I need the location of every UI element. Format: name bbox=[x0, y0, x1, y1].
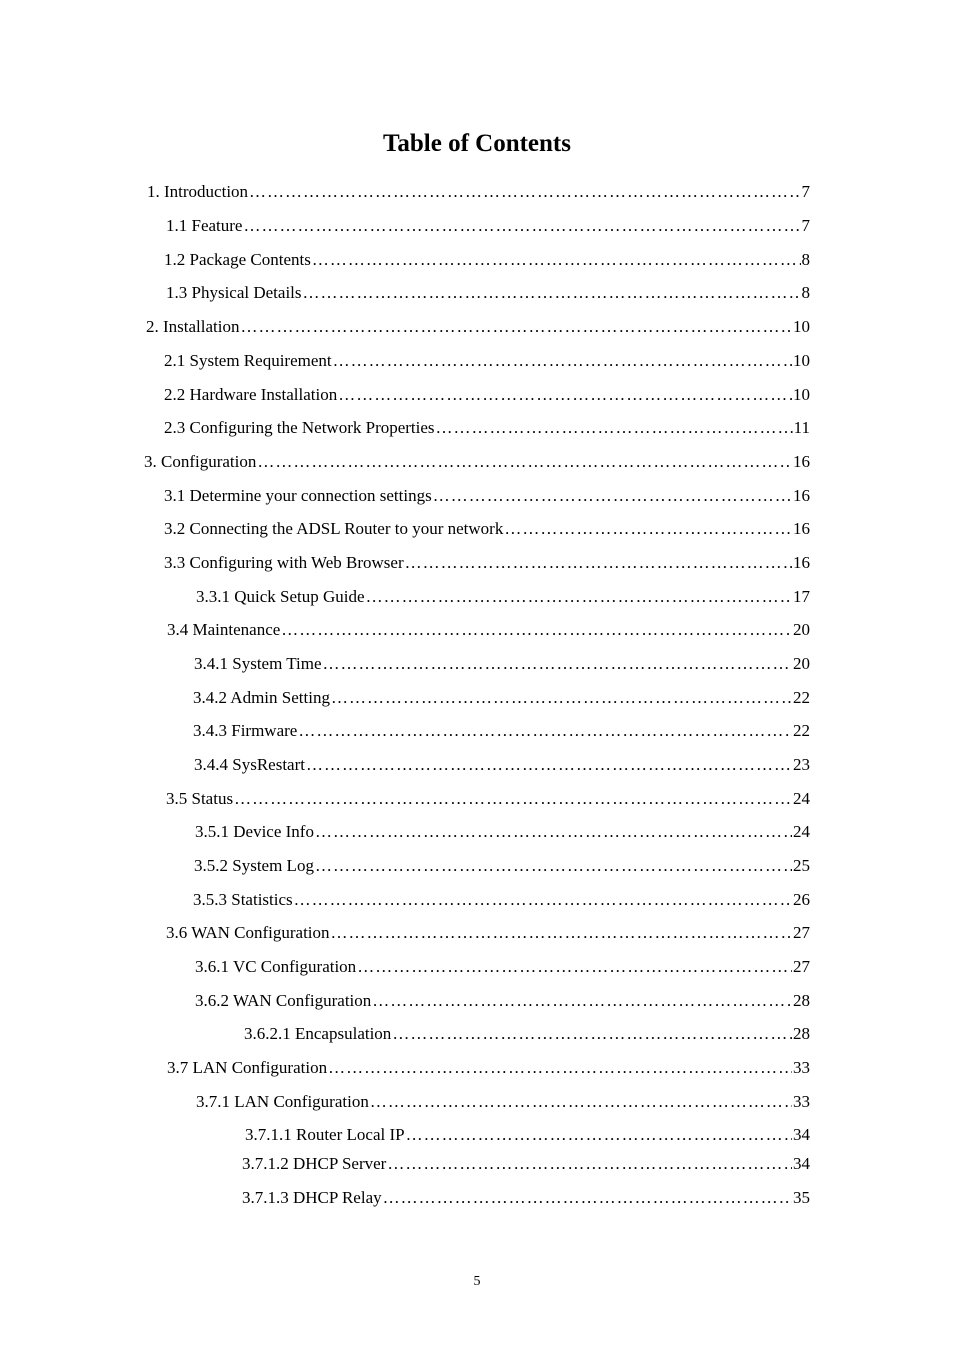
dot-leader bbox=[240, 316, 792, 338]
dot-leader bbox=[315, 855, 792, 877]
toc-entry-label: 3.6.2.1 Encapsulation bbox=[244, 1024, 392, 1043]
toc-entry-page: 22 bbox=[793, 688, 810, 707]
toc-entry-label: 2. Installation bbox=[146, 317, 240, 336]
toc-entry[interactable] bbox=[196, 1091, 810, 1113]
toc-entry-page: 28 bbox=[793, 1024, 810, 1043]
toc-entry-label: 3.5.3 Statistics bbox=[193, 890, 293, 909]
dot-leader bbox=[366, 586, 792, 608]
toc-entry[interactable] bbox=[193, 687, 810, 709]
toc-entry[interactable] bbox=[164, 384, 810, 406]
dot-leader bbox=[331, 687, 792, 709]
dot-leader bbox=[333, 350, 792, 372]
toc-entry-page: 26 bbox=[793, 890, 810, 909]
toc-entry[interactable] bbox=[167, 619, 810, 641]
toc-entry[interactable] bbox=[193, 720, 810, 742]
toc-entry-label: 1.2 Package Contents bbox=[164, 250, 311, 269]
dot-leader bbox=[370, 1091, 792, 1113]
dot-leader bbox=[436, 417, 793, 439]
toc-entry-page: 34 bbox=[793, 1125, 810, 1144]
toc-entry-page: 8 bbox=[801, 283, 810, 302]
toc-entry-page: 16 bbox=[793, 452, 810, 471]
toc-entry-page: 24 bbox=[793, 822, 810, 841]
toc-entry-page: 16 bbox=[793, 553, 810, 572]
toc-entry[interactable] bbox=[244, 1023, 810, 1045]
toc-entry[interactable] bbox=[144, 451, 810, 473]
toc-entry-label: 3.7.1.1 Router Local IP bbox=[245, 1125, 405, 1144]
toc-entry-label: 3.4.2 Admin Setting bbox=[193, 688, 330, 707]
toc-entry-label: 3.7.1.3 DHCP Relay bbox=[242, 1188, 382, 1207]
toc-entry-page: 17 bbox=[793, 587, 810, 606]
dot-leader bbox=[372, 990, 792, 1012]
toc-entry-label: 3.6.1 VC Configuration bbox=[195, 957, 357, 976]
toc-entry-label: 2.3 Configuring the Network Properties bbox=[164, 418, 435, 437]
toc-entry[interactable] bbox=[195, 821, 810, 843]
dot-leader bbox=[338, 384, 792, 406]
dot-leader bbox=[303, 282, 801, 304]
toc-entry-label: 3.7 LAN Configuration bbox=[167, 1058, 328, 1077]
toc-entry-page: 20 bbox=[793, 654, 810, 673]
toc-entry[interactable] bbox=[167, 1057, 810, 1079]
dot-leader bbox=[331, 922, 792, 944]
toc-entry-label: 3.2 Connecting the ADSL Router to your network bbox=[164, 519, 504, 538]
toc-entry-page: 20 bbox=[793, 620, 810, 639]
toc-entry-page: 11 bbox=[793, 418, 810, 437]
dot-leader bbox=[294, 889, 792, 911]
toc-entry-label: 1.1 Feature bbox=[166, 216, 243, 235]
dot-leader bbox=[243, 215, 800, 237]
toc-entry-label: 1.3 Physical Details bbox=[166, 283, 302, 302]
toc-entry-label: 3.4.1 System Time bbox=[194, 654, 322, 673]
dot-leader bbox=[312, 249, 801, 271]
page-title: Table of Contents bbox=[383, 130, 571, 157]
toc-entry[interactable] bbox=[242, 1187, 810, 1209]
toc-entry-label: 3.6.2 WAN Configuration bbox=[195, 991, 372, 1010]
toc-entry-label: 3.1 Determine your connection settings bbox=[164, 486, 432, 505]
toc-entry[interactable] bbox=[194, 855, 810, 877]
toc-entry-page: 16 bbox=[793, 486, 810, 505]
toc-entry-label: 3.4 Maintenance bbox=[167, 620, 281, 639]
toc-entry[interactable] bbox=[166, 282, 810, 304]
dot-leader bbox=[298, 720, 792, 742]
toc-entry-label: 3.7.1.2 DHCP Server bbox=[242, 1154, 387, 1173]
toc-entry-page: 27 bbox=[793, 923, 810, 942]
toc-entry-page: 25 bbox=[793, 856, 810, 875]
toc-entry-page: 10 bbox=[793, 351, 810, 370]
toc-entry[interactable] bbox=[146, 316, 810, 338]
toc-entry-label: 3.4.3 Firmware bbox=[193, 721, 298, 740]
toc-entry-label: 1. Introduction bbox=[147, 182, 249, 201]
toc-entry-page: 27 bbox=[793, 957, 810, 976]
toc-entry-page: 34 bbox=[793, 1154, 810, 1173]
toc-entry-label: 3.4.4 SysRestart bbox=[194, 755, 305, 774]
dot-leader bbox=[257, 451, 792, 473]
toc-entry[interactable] bbox=[242, 1153, 810, 1175]
toc-entry[interactable] bbox=[193, 889, 810, 911]
dot-leader bbox=[323, 653, 792, 675]
toc-entry-label: 3.6 WAN Configuration bbox=[166, 923, 330, 942]
toc-entry[interactable] bbox=[164, 350, 810, 372]
toc-entry-page: 10 bbox=[793, 385, 810, 404]
dot-leader bbox=[234, 788, 792, 810]
toc-entry[interactable] bbox=[164, 485, 810, 507]
dot-leader bbox=[406, 1124, 792, 1146]
toc-entry-label: 2.1 System Requirement bbox=[164, 351, 332, 370]
toc-entry[interactable] bbox=[166, 922, 810, 944]
toc-entry-page: 35 bbox=[793, 1188, 810, 1207]
toc-entry-page: 28 bbox=[793, 991, 810, 1010]
toc-entry[interactable] bbox=[194, 653, 810, 675]
toc-entry-label: 3. Configuration bbox=[144, 452, 257, 471]
toc-entry[interactable] bbox=[164, 249, 810, 271]
toc-entry[interactable] bbox=[166, 215, 810, 237]
dot-leader bbox=[328, 1057, 792, 1079]
toc-entry[interactable] bbox=[166, 788, 810, 810]
toc-entry-page: 22 bbox=[793, 721, 810, 740]
toc-entry[interactable] bbox=[195, 990, 810, 1012]
toc-entry-page: 16 bbox=[793, 519, 810, 538]
dot-leader bbox=[383, 1187, 792, 1209]
toc-entry[interactable] bbox=[164, 552, 810, 574]
toc-entry-label: 2.2 Hardware Installation bbox=[164, 385, 338, 404]
toc-entry-label: 3.5.1 Device Info bbox=[195, 822, 314, 841]
dot-leader bbox=[392, 1023, 792, 1045]
toc-entry[interactable] bbox=[194, 754, 810, 776]
toc-entry[interactable] bbox=[164, 417, 810, 439]
toc-entry[interactable] bbox=[147, 181, 810, 203]
toc-entry[interactable] bbox=[195, 956, 810, 978]
dot-leader bbox=[281, 619, 792, 641]
toc-entry[interactable] bbox=[245, 1124, 810, 1146]
dot-leader bbox=[357, 956, 792, 978]
toc-entry-page: 7 bbox=[801, 216, 810, 235]
dot-leader bbox=[249, 181, 800, 203]
toc-entry-label: 3.5.2 System Log bbox=[194, 856, 314, 875]
toc-entry-label: 3.3 Configuring with Web Browser bbox=[164, 553, 404, 572]
dot-leader bbox=[306, 754, 792, 776]
page-number: 5 bbox=[473, 1274, 481, 1289]
toc-entry-page: 33 bbox=[793, 1058, 810, 1077]
toc-entry[interactable] bbox=[164, 518, 810, 540]
dot-leader bbox=[504, 518, 792, 540]
dot-leader bbox=[433, 485, 792, 507]
toc-entry-label: 3.3.1 Quick Setup Guide bbox=[196, 587, 365, 606]
toc-entry-page: 23 bbox=[793, 755, 810, 774]
dot-leader bbox=[315, 821, 792, 843]
toc-entry-label: 3.5 Status bbox=[166, 789, 234, 808]
dot-leader bbox=[405, 552, 792, 574]
toc-entry-label: 3.7.1 LAN Configuration bbox=[196, 1092, 369, 1111]
toc-entry-page: 33 bbox=[793, 1092, 810, 1111]
toc-entry-page: 8 bbox=[801, 250, 810, 269]
toc-entry[interactable] bbox=[196, 586, 810, 608]
dot-leader bbox=[387, 1153, 792, 1175]
toc-entry-page: 10 bbox=[793, 317, 810, 336]
toc-entry-page: 24 bbox=[793, 789, 810, 808]
toc-entry-page: 7 bbox=[801, 182, 810, 201]
